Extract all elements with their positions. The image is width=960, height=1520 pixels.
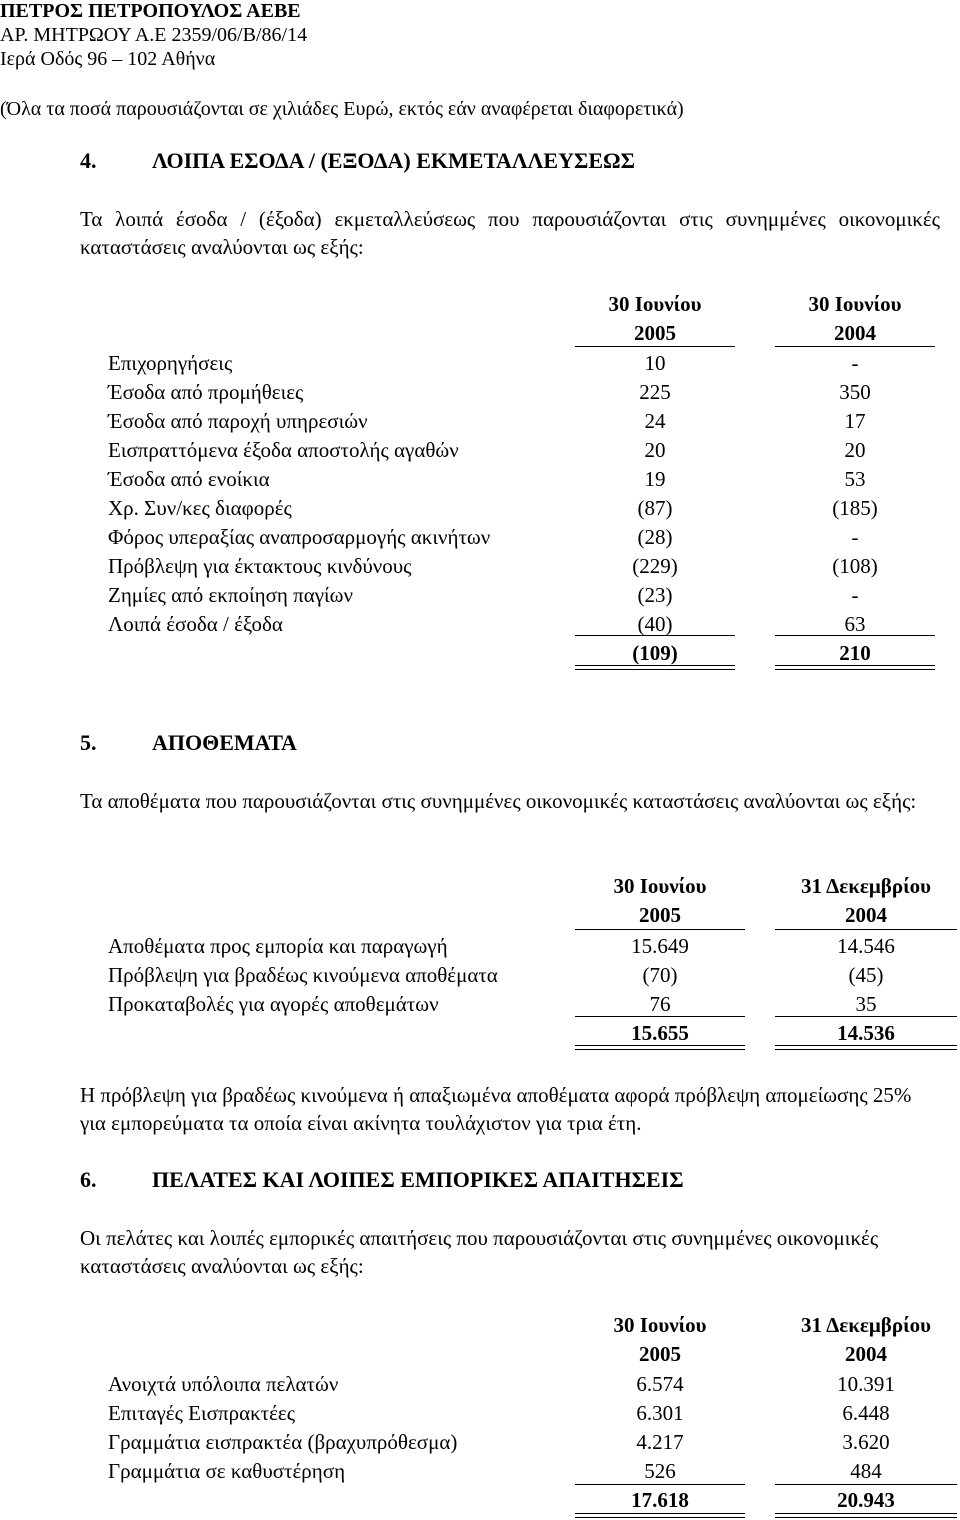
table-row [0, 378, 960, 406]
section-number: 4. [80, 148, 97, 173]
row-label: Αποθέματα προς εμπορία και παραγωγή [108, 934, 448, 958]
value-2004: 350 [839, 380, 871, 404]
header-underline [575, 929, 745, 930]
total-rule [575, 635, 735, 636]
registry-number: ΑΡ. ΜΗΤΡΩΟΥ Α.Ε 2359/06/Β/86/14 [0, 24, 308, 46]
table-row [0, 494, 960, 522]
value-2005: 526 [644, 1459, 676, 1483]
column-header-line: 2005 [639, 903, 681, 927]
column-header-line: 2005 [639, 1342, 681, 1366]
double-underline [775, 1045, 957, 1050]
value-2005: (23) [637, 583, 673, 607]
column-header-line: 2005 [634, 321, 676, 345]
value-2004: 63 [844, 612, 866, 636]
column-header-line: 30 Ιουνίου [608, 292, 702, 316]
company-name: ΠΕΤΡΟΣ ΠΕΤΡΟΠΟΥΛΟΣ ΑΕΒΕ [0, 0, 301, 22]
section-intro: Οι πελάτες και λοιπές εμπορικές απαιτήσεις που παρουσιάζονται στις συνημμένες οικονομικές καταστάσεις αναλύονται ως εξής: [80, 1226, 879, 1278]
table-row [0, 523, 960, 551]
value-2005: 19 [644, 467, 666, 491]
row-label: Πρόβλεψη για έκτακτους κινδύνους [108, 554, 412, 578]
double-underline [775, 665, 935, 670]
table-row [0, 1399, 960, 1427]
section-intro: Τα αποθέματα που παρουσιάζονται στις συνημμένες οικονομικές καταστάσεις αναλύονται ως εξής: [80, 789, 917, 813]
total-2004: 20.943 [837, 1488, 895, 1512]
value-2005: 4.217 [636, 1430, 684, 1454]
value-2005: (40) [637, 612, 673, 636]
value-2005: (28) [637, 525, 673, 549]
value-2004: 6.448 [842, 1401, 890, 1425]
column-header-line: 2004 [834, 321, 876, 345]
total-2005: (109) [632, 641, 678, 665]
total-rule [775, 1016, 957, 1017]
column-header-line: 30 Ιουνίου [808, 292, 902, 316]
value-2005: 6.574 [636, 1372, 684, 1396]
row-label: Έσοδα από ενοίκια [108, 467, 270, 491]
row-label: Γραμμάτια εισπρακτέα (βραχυπρόθεσμα) [108, 1430, 458, 1454]
value-2004: 17 [844, 409, 866, 433]
value-2004: - [851, 525, 859, 549]
column-header-line: 2004 [845, 903, 887, 927]
table-row [0, 610, 960, 638]
column-header-2004 [775, 872, 957, 930]
double-underline [575, 1045, 745, 1050]
value-2004: 35 [855, 992, 877, 1016]
row-label: Λοιπά έσοδα / έξοδα [108, 612, 283, 636]
value-2004: 3.620 [842, 1430, 890, 1454]
column-header-line: 31 Δεκεμβρίου [801, 1313, 931, 1337]
header-underline [575, 346, 735, 347]
column-header-line: 31 Δεκεμβρίου [801, 874, 931, 898]
section-intro: Τα λοιπά έσοδα / (έξοδα) εκμεταλλεύσεως που παρουσιάζονται στις συνημμένες οικονομικές καταστάσεις αναλύονται ως εξής: [80, 207, 940, 259]
row-label: Χρ. Συν/κες διαφορές [108, 496, 292, 520]
total-2004: 210 [839, 641, 871, 665]
total-2004: 14.536 [837, 1021, 895, 1045]
value-2004: - [851, 351, 859, 375]
column-header-2005 [575, 290, 735, 348]
value-2004: 14.546 [837, 934, 895, 958]
table-row [0, 961, 960, 989]
total-2005: 15.655 [631, 1021, 689, 1045]
row-label: Φόρος υπεραξίας αναπροσαρμογής ακινήτων [108, 525, 491, 549]
value-2005: (229) [632, 554, 678, 578]
company-address: Ιερά Οδός 96 – 102 Αθήνα [0, 48, 216, 70]
value-2004: - [851, 583, 859, 607]
row-label: Έσοδα από παροχή υπηρεσιών [108, 409, 368, 433]
section-number: 6. [80, 1167, 97, 1192]
row-label: Πρόβλεψη για βραδέως κινούμενα αποθέματα [108, 963, 498, 987]
total-2005: 17.618 [631, 1488, 689, 1512]
header-underline [775, 929, 957, 930]
section-title: ΛΟΙΠΑ ΕΣΟΔΑ / (ΕΞΟΔΑ) ΕΚΜΕΤΑΛΛΕΥΣΕΩΣ [152, 148, 636, 173]
total-rule [775, 1484, 957, 1485]
table-row [0, 436, 960, 464]
table-row [0, 552, 960, 580]
table-row [0, 581, 960, 609]
column-header-2005 [575, 872, 745, 930]
row-label: Έσοδα από προμήθειες [108, 380, 304, 404]
section-title: ΑΠΟΘΕΜΑΤΑ [152, 730, 297, 755]
value-2005: 10 [644, 351, 666, 375]
row-label: Προκαταβολές για αγορές αποθεμάτων [108, 992, 439, 1016]
value-2004: (45) [848, 963, 884, 987]
value-2005: (70) [642, 963, 678, 987]
value-2004: 10.391 [837, 1372, 895, 1396]
value-2004: (108) [832, 554, 878, 578]
table-row [0, 1370, 960, 1398]
total-row [0, 1486, 960, 1514]
column-header-2005 [575, 1311, 745, 1369]
value-2005: 6.301 [636, 1401, 684, 1425]
section-title: ΠΕΛΑΤΕΣ ΚΑΙ ΛΟΙΠΕΣ ΕΜΠΟΡΙΚΕΣ ΑΠΑΙΤΗΣΕΙΣ [152, 1167, 684, 1192]
value-2004: 20 [844, 438, 866, 462]
value-2005: (87) [637, 496, 673, 520]
table-row [0, 349, 960, 377]
row-label: Γραμμάτια σε καθυστέρηση [108, 1459, 346, 1483]
column-header-2004 [775, 1311, 957, 1369]
table-row [0, 465, 960, 493]
value-2004: (185) [832, 496, 878, 520]
row-label: Επιχορηγήσεις [108, 351, 233, 375]
double-underline [775, 1513, 957, 1518]
section-number: 5. [80, 730, 97, 755]
amounts-note: (Όλα τα ποσά παρουσιάζονται σε χιλιάδες Ευρώ, εκτός εάν αναφέρεται διαφορετικά) [0, 98, 684, 120]
row-label: Ανοιχτά υπόλοιπα πελατών [108, 1372, 339, 1396]
column-header-line: 2004 [845, 1342, 887, 1366]
total-rule [775, 635, 935, 636]
value-2005: 24 [644, 409, 666, 433]
value-2004: 484 [850, 1459, 882, 1483]
column-header-line: 30 Ιουνίου [613, 1313, 707, 1337]
column-header-line: 30 Ιουνίου [613, 874, 707, 898]
value-2005: 76 [649, 992, 671, 1016]
value-2005: 225 [639, 380, 671, 404]
double-underline [575, 1513, 745, 1518]
total-rule [575, 1016, 745, 1017]
row-label: Επιταγές Εισπρακτέες [108, 1401, 296, 1425]
table-row [0, 407, 960, 435]
table-row [0, 1457, 960, 1485]
header-underline [775, 346, 935, 347]
double-underline [575, 665, 735, 670]
value-2005: 20 [644, 438, 666, 462]
section-footnote: Η πρόβλεψη για βραδέως κινούμενα ή απαξιωμένα αποθέματα αφορά πρόβλεψη απομείωσης 25% για εμπορεύματα τα οποία είναι ακίνητα τουλάχιστον για τρια έτη. [80, 1083, 912, 1135]
table-row [0, 932, 960, 960]
value-2005: 15.649 [631, 934, 689, 958]
table-row [0, 990, 960, 1018]
value-2004: 53 [844, 467, 866, 491]
row-label: Ζημίες από εκποίηση παγίων [108, 583, 353, 607]
row-label: Εισπραττόμενα έξοδα αποστολής αγαθών [108, 438, 459, 462]
total-row [0, 1019, 960, 1047]
total-rule [575, 1484, 745, 1485]
column-header-2004 [775, 290, 935, 348]
total-row [0, 639, 960, 667]
table-row [0, 1428, 960, 1456]
